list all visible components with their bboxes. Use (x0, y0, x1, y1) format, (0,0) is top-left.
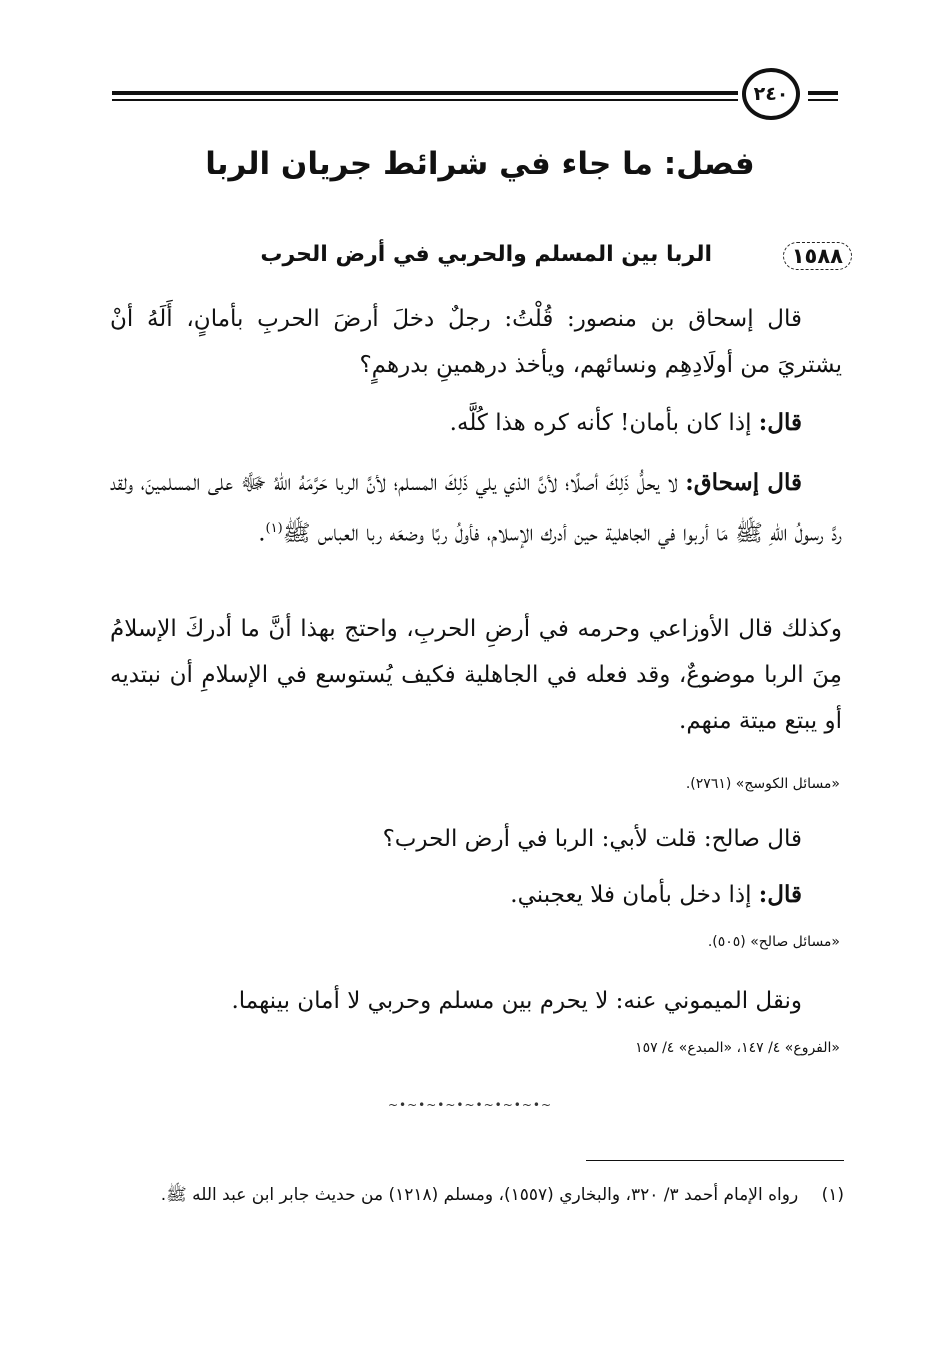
paragraph-maimuni (110, 978, 842, 1024)
speaker-label: قال: (758, 409, 802, 436)
source-reference: «مسائل الكوسج» (٢٧٦١). (685, 776, 840, 792)
paragraph-saleh-answer (110, 872, 842, 918)
paragraph-text: إذا دخل بأمان فلا يعجبني. (510, 882, 752, 908)
paragraph-end: . (258, 520, 266, 547)
speaker-label: قال: (758, 881, 802, 908)
footnote-text: رواه الإمام أحمد ٣/ ٣٢٠، والبخاري (١٥٥٧)، ومسلم (١٢١٨) من حديث جابر ابن عبد الله ﷺ. (160, 1185, 799, 1205)
paragraph-text: قال صالح: قلت لأبي: الربا في أرض الحرب؟ (382, 826, 802, 852)
paragraph-ishaq-question (110, 296, 842, 388)
issue-number: ١٥٨٨ (783, 242, 852, 270)
paragraph-text: لا يحلُّ ذَلِكَ أصلًا؛ لأنَّ الذي يلي ذَلِكَ المسلم؛ لأنَّ الربا حَرَّمَهُ اللهُ ﷻ على المسلمينَ، ولقد ردَّ رسولُ اللهِ ﷺ مَا أربوا في الجاهلية حين أدرك الإسلام، فأولُ ربًا وضعَه ربا العباس ﷺ (110, 470, 842, 547)
header-rule-tail-thin (808, 99, 838, 101)
paragraph-text: إذا كان بأمان! كأنه كره هذا كُلَّه. (449, 410, 752, 436)
footnote-marker: (١) (821, 1185, 844, 1205)
footnote-reference: (١) (265, 521, 283, 536)
speaker-label: قال إسحاق: (685, 469, 803, 496)
paragraph-text: قال إسحاق بن منصور: قُلْتُ: رجلٌ دخلَ أرضَ الحربِ بأمانٍ، أَلَهُ أنْ يشتريَ من أولَادِهِم ونسائهم، ويأخذ درهمينِ بدرهمٍ؟ (110, 306, 842, 378)
issue-title: الربا بين المسلم والحربي في أرض الحرب (260, 242, 712, 267)
page-number: ٢٤٠ (742, 68, 800, 120)
source-reference: «مسائل صالح» (٥٠٥). (707, 934, 840, 950)
header-rule-thin (112, 99, 738, 101)
footnote (110, 1178, 844, 1212)
paragraph-saleh-question (110, 816, 842, 862)
footnote-rule (586, 1160, 844, 1161)
issue-heading (112, 242, 852, 282)
source-reference: «الفروع» ٤/ ١٤٧، «المبدع» ٤/ ١٥٧ (635, 1040, 840, 1056)
section-title: فصل: ما جاء في شرائط جريان الربا (205, 146, 755, 182)
ornament-divider: ~•~•~•~•~•~•~•~•~ (387, 1098, 553, 1112)
paragraph-text: ونقل الميموني عنه: لا يحرم بين مسلم وحربي لا أمان بينهما. (231, 988, 802, 1014)
header-rule (112, 91, 738, 95)
paragraph-text: وكذلك قال الأوزاعي وحرمه في أرضِ الحربِ، واحتج بهذا أنَّ ما أدركَ الإسلامُ مِنَ الربا موضوعٌ، وقد فعله في الجاهلية فكيف يُستوسع في الإسلامِ أن نبتديه أو يبتع ميتة منهم. (110, 616, 842, 734)
paragraph-ahmad-answer (110, 400, 842, 446)
header-rule-tail (808, 91, 838, 95)
paragraph-awzai (110, 606, 842, 744)
paragraph-ishaq-opinion (110, 460, 842, 557)
